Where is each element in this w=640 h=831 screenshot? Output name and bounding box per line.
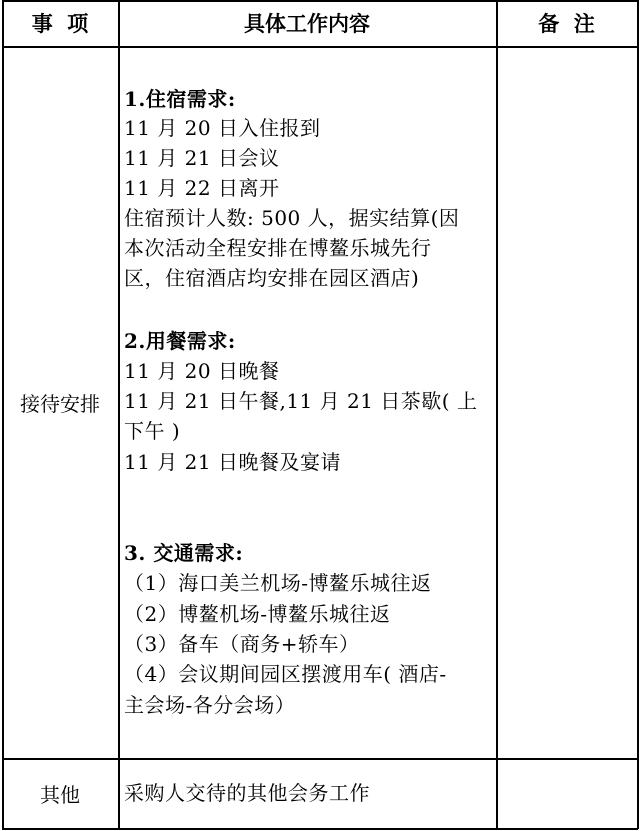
content-line: 住宿预计人数: 500 人，据实结算(因	[124, 206, 460, 230]
remark-cell-reception	[498, 48, 636, 757]
header-item: 事 项	[31, 11, 89, 36]
row-label-reception: 接待安排	[20, 392, 100, 416]
header-content: 具体工作内容	[244, 11, 370, 36]
table-border-bottom	[2, 828, 638, 830]
content-line: （1）海口美兰机场-博鳌乐城往返	[124, 571, 432, 595]
section-title-dining: 2.用餐需求:	[124, 329, 236, 353]
content-line: 本次活动全程安排在博鳌乐城先行	[124, 236, 432, 260]
content-line: 11 月 22 日离开	[124, 176, 280, 200]
content-line: （2）博鳌机场-博鳌乐城往返	[124, 602, 391, 626]
other-content: 采购人交待的其他会务工作	[124, 781, 370, 805]
content-line: 11 月 21 日午餐,11 月 21 日茶歇( 上	[124, 389, 478, 413]
content-line: （4）会议期间园区摆渡用车( 酒店-	[124, 662, 447, 686]
content-line: 11 月 20 日晚餐	[124, 359, 280, 383]
section-title-accommodation: 1.住宿需求:	[124, 87, 236, 111]
content-line: 下午 )	[124, 419, 181, 443]
section-title-transport: 3. 交通需求:	[124, 541, 244, 565]
content-line: 11 月 21 日会议	[124, 146, 280, 170]
content-line: 区，住宿酒店均安排在园区酒店)	[124, 266, 420, 290]
content-line: （3）备车（商务+轿车）	[124, 632, 360, 656]
content-line: 主会场-各分会场）	[124, 693, 296, 717]
content-line: 11 月 21 日晚餐及宴请	[124, 450, 341, 474]
remark-cell-other	[498, 760, 636, 827]
table-border-right	[637, 0, 639, 829]
row-label-other: 其他	[40, 783, 80, 807]
header-remark: 备 注	[538, 11, 595, 36]
content-line: 11 月 20 日入住报到	[124, 116, 321, 140]
column-divider-1	[118, 0, 120, 829]
